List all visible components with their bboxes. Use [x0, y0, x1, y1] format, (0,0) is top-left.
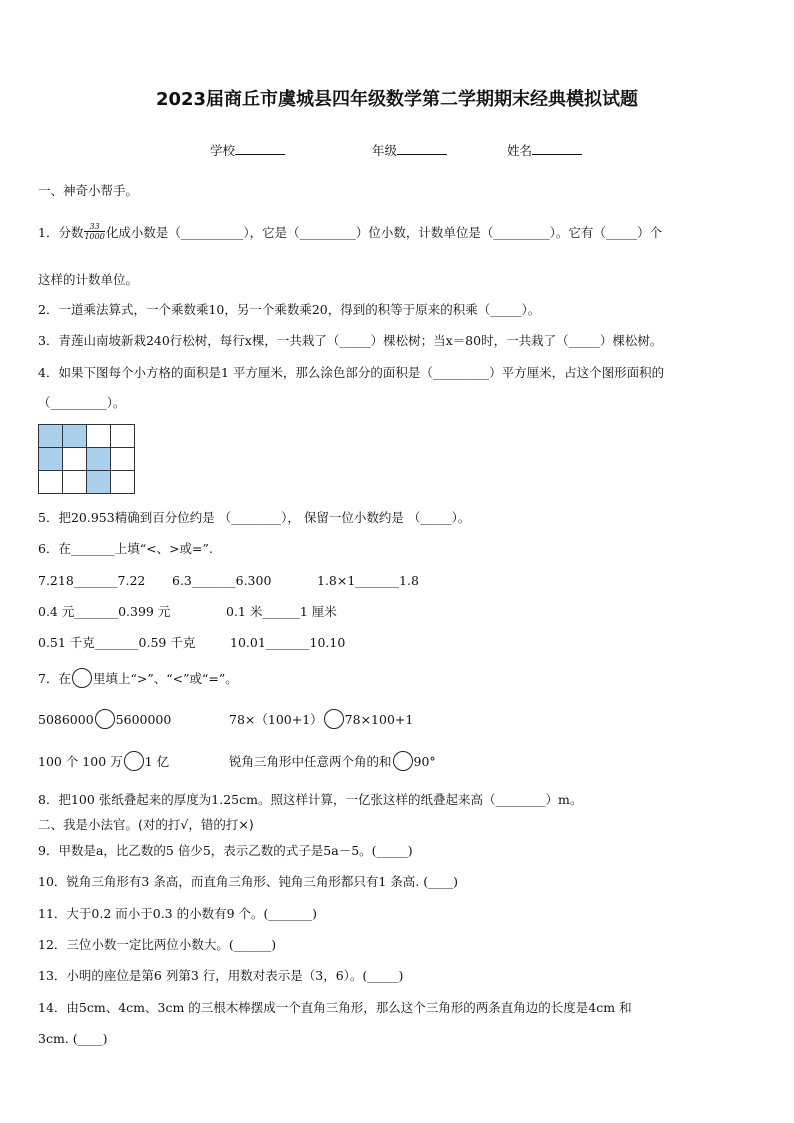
- question-8: 8．把100 张纸叠起来的厚度为1.25cm。照这样计算，一亿张这样的纸叠起来高（________）m。: [38, 792, 583, 807]
- q7-item-4-right: 90°: [413, 754, 436, 769]
- question-2: 2．一道乘法算式，一个乘数乘10，另一个乘数乘20，得到的积等于原来的积乘（_____）。: [38, 302, 541, 317]
- question-4-line-2: （_________）。: [38, 395, 126, 410]
- q1-suffix: 化成小数是（__________），它是（_________）位小数，计数单位是（_________）。它有（_____）个: [105, 225, 663, 240]
- grid-cell: [111, 425, 135, 448]
- grid-cell-shaded: [87, 448, 111, 471]
- q7-item-1-left: 5086000: [38, 712, 94, 727]
- area-grid-figure: [38, 424, 135, 494]
- question-12: 12．三位小数一定比两位小数大。(______): [38, 937, 277, 952]
- q7-item-2-right: 78×100+1: [344, 712, 414, 727]
- grid-cell: [39, 471, 63, 494]
- grade-label: 年级: [372, 143, 398, 158]
- question-11: 11．大于0.2 而小于0.3 的小数有9 个。(_______): [38, 906, 318, 921]
- grid-row: [39, 448, 135, 471]
- grid-cell: [111, 448, 135, 471]
- question-1: [38, 224, 662, 242]
- q6-item-6: 0.51 千克_______0.59 千克: [38, 635, 196, 650]
- fraction: [84, 222, 104, 241]
- grid-cell-shaded: [87, 471, 111, 494]
- fraction-numerator: 33: [84, 222, 104, 232]
- q6-item-3: 1.8×1_______1.8: [317, 573, 419, 588]
- q1-prefix: 1．分数: [38, 225, 84, 240]
- q7-item-4: [229, 753, 436, 771]
- question-13: 13．小明的座位是第6 列第3 行，用数对表示是（3，6）。(_____): [38, 968, 404, 983]
- q7-item-3: [38, 753, 169, 771]
- grid-cell-shaded: [39, 448, 63, 471]
- q7-item-2-left: 78×（100+1）: [229, 712, 323, 727]
- page-title: 2023届商丘市虞城县四年级数学第二学期期末经典模拟试题: [155, 89, 639, 110]
- section-2-heading: 二、我是小法官。(对的打√，错的打×): [38, 817, 254, 832]
- name-label: 姓名: [507, 143, 533, 158]
- grid-cell-shaded: [63, 425, 87, 448]
- compare-circle[interactable]: [72, 668, 92, 688]
- question-14-line-1: 14．由5cm、4cm、3cm 的三根木棒摆成一个直角三角形，那么这个三角形的两条直角边的长度是4cm 和: [38, 1000, 632, 1015]
- question-7-heading: [38, 670, 238, 688]
- school-label: 学校: [210, 143, 236, 158]
- question-6-heading: 6．在_______上填“<、>或=”.: [38, 541, 213, 556]
- q7-item-3-left: 100 个 100 万: [38, 754, 123, 769]
- question-1-continued: 这样的计数单位。: [38, 272, 139, 287]
- q6-item-4: 0.4 元_______0.399 元: [38, 604, 171, 619]
- q7-item-3-right: 1 亿: [144, 754, 170, 769]
- question-9: 9．甲数是a，比乙数的5 倍少5，表示乙数的式子是5a－5。(_____): [38, 843, 413, 858]
- compare-circle[interactable]: [95, 709, 115, 729]
- q7-head-a: 7．在: [38, 671, 71, 686]
- question-3: 3．青莲山南坡新栽240行松树，每行x棵，一共栽了（_____）棵松树；当x＝80时，一共栽了（_____）棵松树。: [38, 333, 663, 348]
- question-4-line-1: 4．如果下图每个小方格的面积是1 平方厘米，那么涂色部分的面积是（_________）平方厘米，占这个图形面积的: [38, 365, 665, 380]
- q7-item-1: [38, 711, 171, 729]
- name-field[interactable]: [507, 140, 582, 160]
- question-10: 10．锐角三角形有3 条高，而直角三角形、钝角三角形都只有1 条高. (____): [38, 874, 458, 889]
- fraction-denominator: 1000: [84, 232, 105, 241]
- q6-item-7: 10.01_______10.10: [230, 635, 346, 650]
- compare-circle[interactable]: [124, 751, 144, 771]
- q6-item-2: 6.3_______6.300: [172, 573, 272, 588]
- grid-cell: [63, 448, 87, 471]
- question-5: 5．把20.953精确到百分位约是 （________）， 保留一位小数约是 （_____）。: [38, 510, 471, 525]
- compare-circle[interactable]: [324, 709, 344, 729]
- q6-item-5: 0.1 米______1 厘米: [226, 604, 337, 619]
- question-14-line-2: 3cm. (____): [38, 1031, 108, 1046]
- grid-row: [39, 471, 135, 494]
- grid-cell-shaded: [39, 425, 63, 448]
- grade-field[interactable]: [372, 140, 447, 160]
- q7-item-2: [229, 711, 413, 729]
- compare-circle[interactable]: [393, 751, 413, 771]
- grid-cell: [111, 471, 135, 494]
- q7-item-4-left: 锐角三角形中任意两个角的和: [229, 754, 392, 769]
- name-blank[interactable]: [532, 140, 582, 155]
- grid-cell: [87, 425, 111, 448]
- q7-item-1-right: 5600000: [115, 712, 172, 727]
- school-field[interactable]: [210, 140, 285, 160]
- q7-head-b: 里填上“>”、“<”或“=”。: [92, 671, 238, 686]
- section-1-heading: 一、神奇小帮手。: [38, 183, 139, 198]
- school-blank[interactable]: [235, 140, 285, 155]
- grid-row: [39, 425, 135, 448]
- q6-item-1: 7.218_______7.22: [38, 573, 146, 588]
- grid-cell: [63, 471, 87, 494]
- grade-blank[interactable]: [397, 140, 447, 155]
